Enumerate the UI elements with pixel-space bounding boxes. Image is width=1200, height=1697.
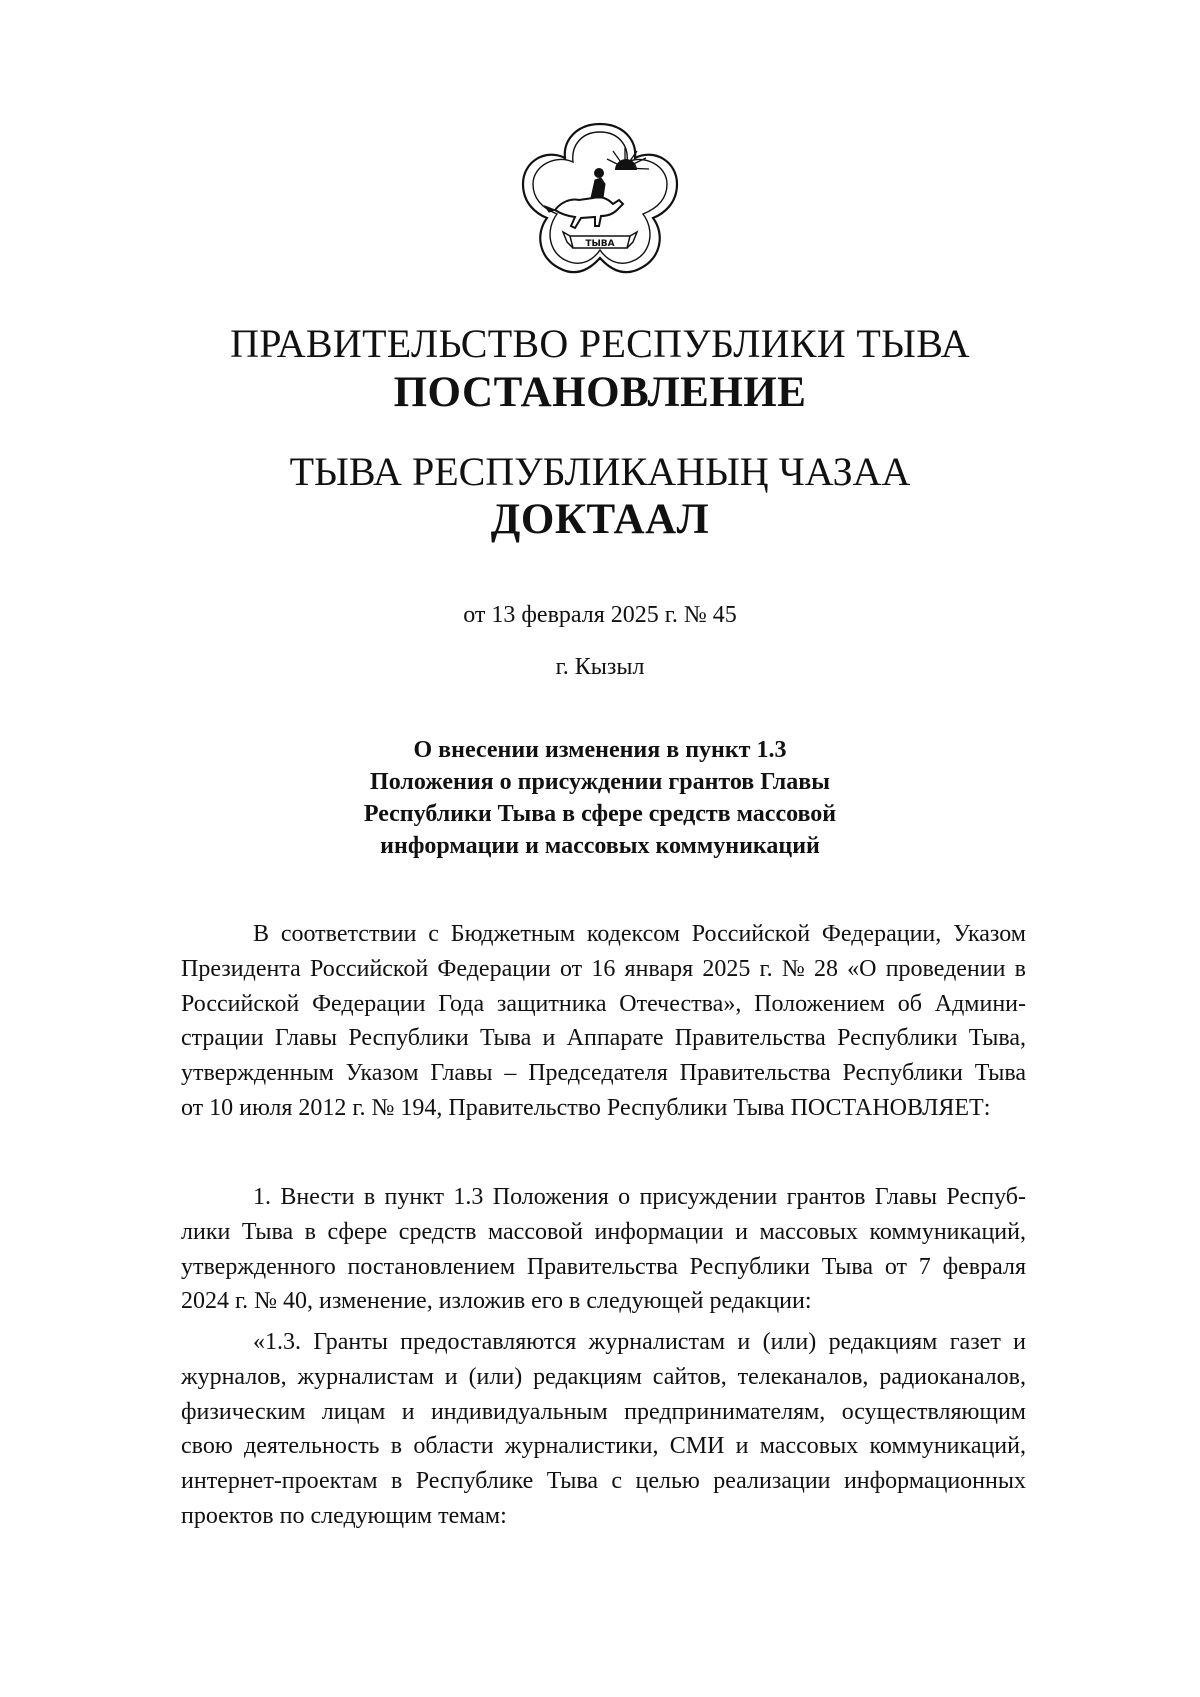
- preamble-line: В соответствии с Бюджетным кодексом Российской Федерации, Указом: [253, 921, 1026, 947]
- subject-line: Положения о присуждении грантов Главы: [370, 769, 830, 795]
- government-title-tyv: ТЫВА РЕСПУБЛИКАНЫҢ ЧАЗАА: [289, 449, 911, 494]
- decree-date-number: от 13 февраля 2025 г. № 45: [463, 602, 737, 628]
- decree-subject: [300, 734, 900, 862]
- item-1-3-line: проектов по следующим темам:: [181, 1502, 507, 1529]
- item-1-3-line: интернет-проектам в Республике Тыва с целью реализации информационных: [181, 1468, 1026, 1495]
- subject-line: О внесении изменения в пункт 1.3: [413, 737, 787, 763]
- item-1-3-line: «1.3. Гранты предоставляются журналистам и (или) редакциям газет и: [253, 1329, 1026, 1355]
- decree-city: г. Кызыл: [555, 654, 645, 680]
- government-title-ru: ПРАВИТЕЛЬСТВО РЕСПУБЛИКИ ТЫВА: [230, 321, 970, 366]
- emblem-label: ТЫВА: [585, 239, 615, 249]
- preamble-line: от 10 июля 2012 г. № 194, Правительство Республики Тыва ПОСТАНОВЛЯЕТ:: [181, 1094, 991, 1121]
- preamble-line: утвержденным Указом Главы – Председателя Правительства Республики Тыва: [181, 1060, 1026, 1087]
- decree-title-tyv: ДОКТААЛ: [490, 496, 710, 543]
- item-1-paragraph: [181, 1180, 1026, 1319]
- item-1-line: 2024 г. № 40, изменение, изложив его в следующей редакции:: [181, 1288, 812, 1315]
- tuva-coat-of-arms-icon: [515, 118, 685, 288]
- preamble-line: Российской Федерации Года защитника Отечества», Положением об Админи-: [181, 990, 1026, 1017]
- item-1-3-line: физическим лицам и индивидуальным предпринимателям, осуществляющим: [181, 1398, 1026, 1425]
- item-1-line: утвержденного постановлением Правительства Республики Тыва от 7 февраля: [181, 1253, 1026, 1280]
- decree-title-ru: ПОСТАНОВЛЕНИЕ: [393, 369, 807, 416]
- subject-line: информации и массовых коммуникаций: [380, 833, 820, 859]
- item-1-line: лики Тыва в сфере средств массовой информации и массовых коммуникаций,: [181, 1218, 1026, 1245]
- subject-line: Республики Тыва в сфере средств массовой: [363, 801, 837, 827]
- item-1-3-line: журналов, журналистам и (или) редакциям сайтов, телеканалов, радиоканалов,: [181, 1363, 1026, 1390]
- preamble-line: Президента Российской Федерации от 16 января 2025 г. № 28 «О проведении в: [181, 955, 1026, 982]
- item-1-line: 1. Внести в пункт 1.3 Положения о присуждении грантов Главы Респуб-: [253, 1184, 1026, 1210]
- item-1-3-line: свою деятельность в области журналистики, СМИ и массовых коммуникаций,: [181, 1433, 1026, 1460]
- item-1-3-paragraph: [181, 1325, 1026, 1534]
- preamble-paragraph: [181, 917, 1026, 1126]
- preamble-line: страции Главы Республики Тыва и Аппарате Правительства Республики Тыва,: [181, 1025, 1026, 1052]
